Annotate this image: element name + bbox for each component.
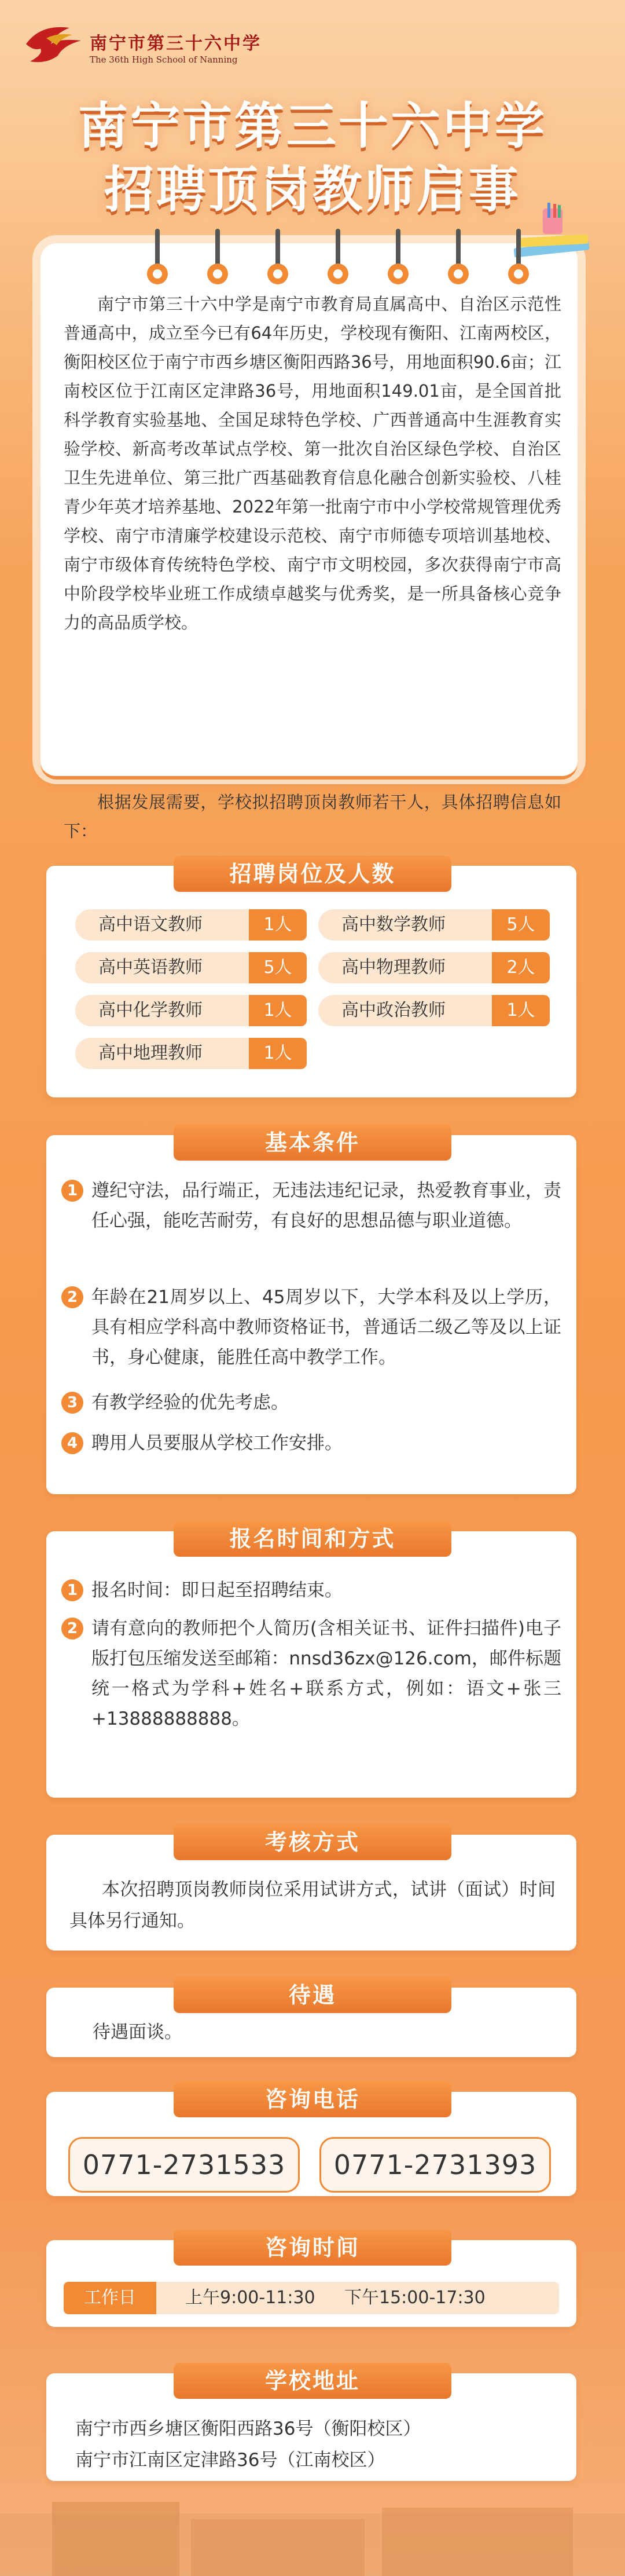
salary-banner: 待遇 [174, 1977, 451, 2013]
intro-paragraph: 南宁市第三十六中学是南宁市教育局直属高中、自治区示范性普通高中，成立至今已有64年历史，学校现有衡阳、江南两校区，衡阳校区位于南宁市西乡塘区衡阳西路36号，用地面积90.6亩；江南校区位于江南区定津路36号，用地面积149.01亩，是全国首批科学教育实验基地、全国足球特色学校、广西普通高中生涯教育实验学校、新高考改革试点学校、第一批次自治区绿色学校、自治区卫生先进单位、第三批广西基础教育信息化融合创新实验校、八桂青少年英才培养基地、2022年第一批南宁市中小学校常规管理优秀学校、南宁市清廉学校建设示范校、南宁市师德专项培训基地校、南宁市级体育传统特色学校、南宁市文明校园，多次获得南宁市高中阶段学校毕业班工作成绩卓越奖与优秀奖，是一所具备核心竞争力的高品质学校。 [64, 294, 561, 632]
position-name: 高中政治教师 [318, 995, 492, 1026]
condition-item [64, 1388, 561, 1418]
position-count: 5人 [249, 952, 307, 983]
page-title-line2: 招聘顶岗教师启事 [104, 161, 521, 219]
hours-banner: 咨询时间 [174, 2230, 451, 2266]
condition-item [64, 1282, 561, 1373]
number-badge: 1 [61, 1579, 83, 1601]
registration-text: 请有意向的教师把个人简历(含相关证书、证件扫描件)电子版打包压缩发送至邮箱：nnsd36zx@126.com，邮件标题统一格式为学科+姓名+联系方式，例如：语文+张三+13888888888。 [91, 1618, 561, 1729]
registration-item [64, 1613, 561, 1764]
registration-item [64, 1575, 561, 1605]
hours-label: 工作日 [64, 2282, 156, 2314]
registration-text: 报名时间：即日起至招聘结束。 [91, 1580, 343, 1601]
condition-item [64, 1176, 561, 1266]
address-line: 南宁市江南区定津路36号（江南校区） [75, 2450, 385, 2471]
phone-number[interactable]: 0771-2731533 [68, 2137, 300, 2193]
assessment-banner: 考核方式 [174, 1824, 451, 1860]
hours-row [64, 2282, 559, 2314]
condition-text: 遵纪守法，品行端正，无违法违纪记录，热爱教育事业，责任心强，能吃苦耐劳，有良好的思想品德与职业道德。 [91, 1180, 561, 1231]
phone-number[interactable]: 0771-2731393 [319, 2137, 551, 2193]
condition-text: 聘用人员要服从学校工作安排。 [91, 1433, 343, 1454]
salary-text: 待遇面谈。 [93, 2022, 182, 2043]
condition-text: 年龄在21周岁以上、45周岁以下，大学本科及以上学历，具有相应学科高中教师资格证书，普通话二级乙等及以上证书，身心健康，能胜任高中教学工作。 [91, 1287, 561, 1368]
notebook-rings [145, 229, 561, 292]
position-count: 1人 [492, 995, 550, 1026]
position-count: 1人 [249, 1038, 307, 1069]
position-count: 1人 [249, 995, 307, 1026]
intro-card-bottom-edge [41, 753, 578, 780]
campus-building-image [0, 2490, 625, 2576]
condition-text: 有教学经验的优先考虑。 [91, 1392, 289, 1413]
ring-icon [385, 229, 411, 287]
position-name: 高中数学教师 [318, 909, 492, 941]
ring-icon [325, 229, 351, 287]
position-name: 高中英语教师 [75, 952, 249, 983]
address-line: 南宁市西乡塘区衡阳西路36号（衡阳校区） [75, 2418, 421, 2439]
hours-afternoon: 下午15:00-17:30 [344, 2288, 486, 2308]
position-count: 5人 [492, 909, 550, 941]
ring-icon [506, 229, 531, 287]
page-title-line1: 南宁市第三十六中学 [78, 97, 547, 155]
position-name: 高中地理教师 [75, 1038, 249, 1069]
positions-banner: 招聘岗位及人数 [174, 856, 451, 892]
logo-emblem-icon [23, 21, 87, 67]
number-badge: 4 [61, 1432, 83, 1454]
condition-item [64, 1428, 561, 1458]
ring-icon [145, 229, 170, 287]
number-badge: 2 [61, 1618, 83, 1640]
number-badge: 3 [61, 1392, 83, 1414]
hours-morning: 上午9:00-11:30 [185, 2288, 315, 2308]
number-badge: 2 [61, 1286, 83, 1308]
position-name: 高中物理教师 [318, 952, 492, 983]
address-banner: 学校地址 [174, 2363, 451, 2399]
position-count: 1人 [249, 909, 307, 941]
ring-icon [265, 229, 291, 287]
ring-icon [446, 229, 471, 287]
school-logo [23, 13, 370, 76]
position-name: 高中化学教师 [75, 995, 249, 1026]
phone-row [68, 2137, 554, 2193]
ring-icon [205, 229, 230, 287]
assessment-text: 本次招聘顶岗教师岗位采用试讲方式，试讲（面试）时间具体另行通知。 [69, 1879, 556, 1931]
number-badge: 1 [61, 1180, 83, 1202]
phone-banner: 咨询电话 [174, 2081, 451, 2117]
recruitment-lead: 根据发展需要，学校拟招聘顶岗教师若干人，具体招聘信息如下： [64, 792, 561, 841]
position-name: 高中语文教师 [75, 909, 249, 941]
conditions-banner: 基本条件 [174, 1125, 451, 1161]
position-count: 2人 [492, 952, 550, 983]
logo-english-name: The 36th High School of Nanning [90, 54, 238, 65]
logo-chinese-name: 南宁市第三十六中学 [90, 34, 262, 54]
registration-banner: 报名时间和方式 [174, 1521, 451, 1557]
